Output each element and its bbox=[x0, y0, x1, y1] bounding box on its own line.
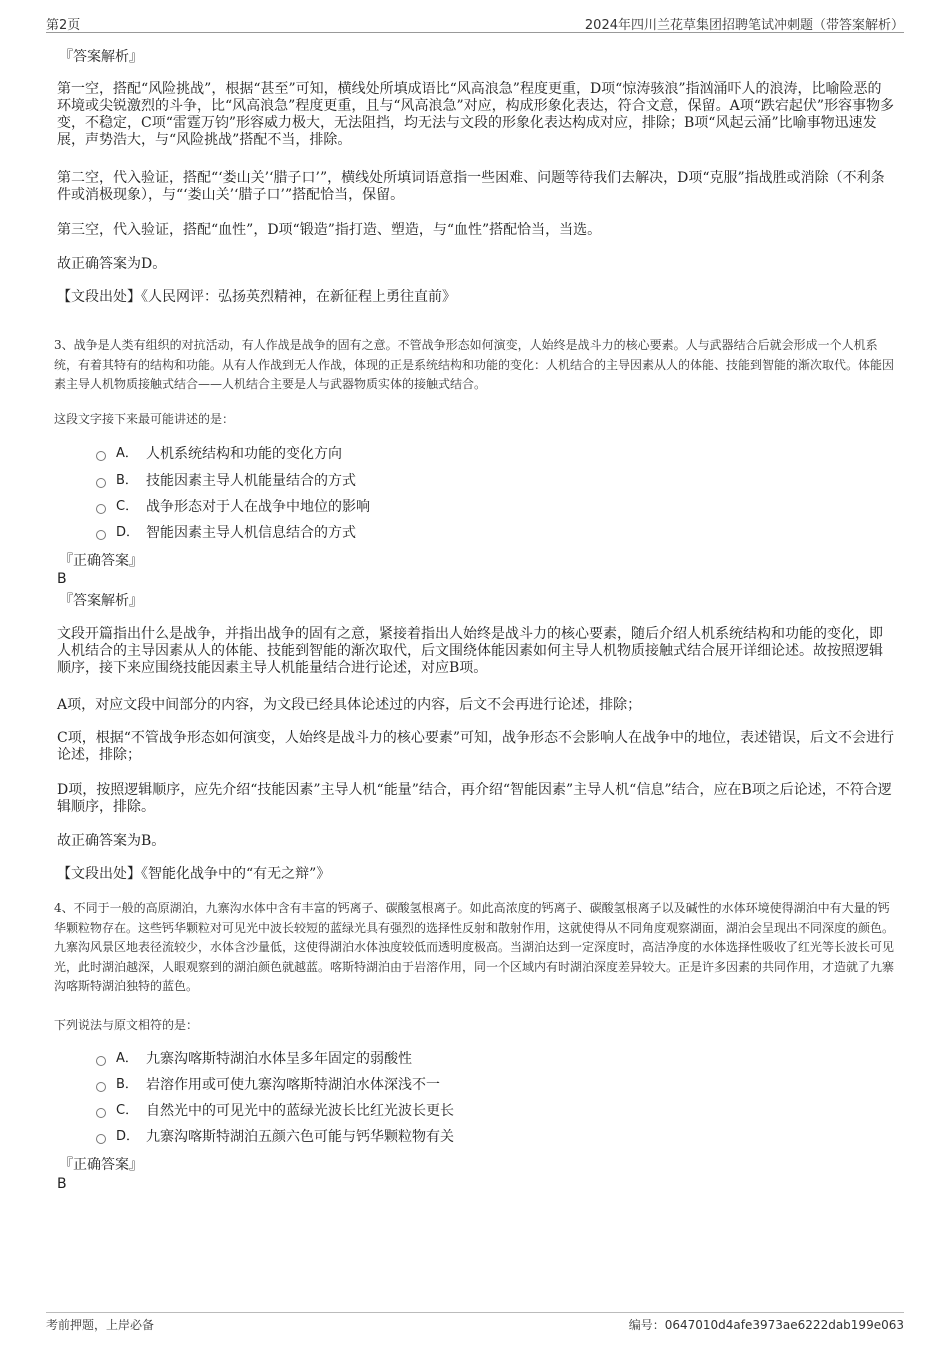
correct-answer: B bbox=[57, 571, 67, 587]
option-letter: D． bbox=[116, 1129, 140, 1144]
analysis-paragraph: 第二空，代入验证，搭配“‘娄山关’‘腊子口’”，横线处所填词语意指一些困难、问题等待我们去解决，D项“克服”指战胜或消除（不利条件或消极现象），与“‘娄山关’‘腊子口’”搭配恰当，保留。 bbox=[57, 170, 885, 203]
analysis-paragraph: A项，对应文段中间部分的内容，为文段已经具体论述过的内容，后文不会再进行论述，排除； bbox=[57, 697, 642, 713]
document-code: 编号：0647010d4afe3973ae6222dab199e063 bbox=[628, 1318, 904, 1332]
document-title: 2024年四川兰花草集团招聘笔试冲刺题（带答案解析） bbox=[584, 18, 904, 33]
analysis-label: 『答案解析』 bbox=[59, 49, 143, 65]
question-4-prompt: 下列说法与原文相符的是： bbox=[54, 1018, 199, 1032]
option-letter: A． bbox=[116, 446, 138, 461]
correct-answer: B bbox=[57, 1176, 67, 1192]
option-text: 人机系统结构和功能的变化方向 bbox=[146, 446, 342, 462]
question-3-option-d[interactable] bbox=[96, 523, 356, 543]
analysis-paragraph: 第一空，搭配“风险挑战”，根据“甚至”可知，横线处所填成语比“风高浪急”程度更重，D项“惊涛骇浪”指汹涌吓人的浪涛，比喻险恶的环境或尖锐激烈的斗争，比“风高浪急”程度更重，且与“风高浪急”对应，构成形象化表达，符合文意，保留。A项“跌宕起伏”形容事物多变，不稳定，C项“雷霆万钧”形容威力极大，无法阻挡，均无法与文段的形象化表达构成对应，排除；B项“风起云涌”比喻事物迅速发展，声势浩大，与“风险挑战”搭配不当，排除。 bbox=[57, 81, 895, 148]
option-text: 战争形态对于人在战争中地位的影响 bbox=[146, 499, 370, 515]
question-4-option-b[interactable] bbox=[96, 1075, 440, 1095]
radio-button-icon[interactable] bbox=[96, 1082, 106, 1092]
option-letter: C． bbox=[116, 1103, 139, 1118]
radio-button-icon[interactable] bbox=[96, 1134, 106, 1144]
radio-button-icon[interactable] bbox=[96, 530, 106, 540]
radio-button-icon[interactable] bbox=[96, 1056, 106, 1066]
radio-button-icon[interactable] bbox=[96, 478, 106, 488]
source-citation: 【文段出处】《智能化战争中的“有无之辩”》 bbox=[57, 866, 331, 882]
radio-button-icon[interactable] bbox=[96, 451, 106, 461]
question-4-option-d[interactable] bbox=[96, 1127, 454, 1147]
option-letter: C． bbox=[116, 499, 139, 514]
analysis-conclusion: 故正确答案为B。 bbox=[57, 833, 166, 849]
question-4-option-a[interactable] bbox=[96, 1049, 412, 1069]
radio-button-icon[interactable] bbox=[96, 504, 106, 514]
option-letter: B． bbox=[116, 473, 138, 488]
option-text: 技能因素主导人机能量结合的方式 bbox=[146, 473, 356, 489]
correct-answer-label: 『正确答案』 bbox=[59, 553, 143, 569]
option-letter: D． bbox=[116, 525, 140, 540]
correct-answer-label: 『正确答案』 bbox=[59, 1157, 143, 1173]
question-4-stem: 4、不同于一般的高原湖泊，九寨沟水体中含有丰富的钙离子、碳酸氢根离子。如此高浓度的钙离子、碳酸氢根离子以及碱性的水体环境使得湖泊中有大量的钙华颗粒物存在。这些钙华颗粒对可见光中波长较短的蓝绿光具有强烈的选择性反射和散射作用，这就使得从不同角度观察湖面，湖泊会呈现出不同深度的颜色。九寨沟风景区地表径流较少，水体含沙量低，这使得湖泊水体浊度较低而透明度极高。当湖泊达到一定深度时，高洁净度的水体选择性吸收了红光等长波长可见光，此时湖泊越深，人眼观察到的湖泊颜色就越蓝。喀斯特湖泊由于岩溶作用，同一个区域内有时湖泊深度差异较大。正是许多因素的共同作用，才造就了九寨沟喀斯特湖泊独特的蓝色。 bbox=[54, 901, 895, 993]
option-text: 九寨沟喀斯特湖泊五颜六色可能与钙华颗粒物有关 bbox=[146, 1129, 454, 1145]
option-text: 九寨沟喀斯特湖泊水体呈多年固定的弱酸性 bbox=[146, 1051, 412, 1067]
question-3-prompt: 这段文字接下来最可能讲述的是： bbox=[54, 412, 235, 426]
source-citation: 【文段出处】《人民网评：弘扬英烈精神，在新征程上勇往直前》 bbox=[57, 289, 456, 305]
option-text: 智能因素主导人机信息结合的方式 bbox=[146, 525, 356, 541]
page-number: 第2页 bbox=[46, 18, 81, 33]
question-4-option-c[interactable] bbox=[96, 1101, 454, 1121]
analysis-paragraph: 文段开篇指出什么是战争，并指出战争的固有之意，紧接着指出人始终是战斗力的核心要素，随后介绍人机系统结构和功能的变化，即人机结合的主导因素从人的体能、技能到智能的渐次取代，后文围绕体能因素如何主导人机物质接触式结合展开详细论述。故按照逻辑顺序，接下来应围绕技能因素主导人机能量结合进行论述，对应B项。 bbox=[57, 626, 883, 676]
question-3-option-b[interactable] bbox=[96, 471, 356, 491]
question-3-stem: 3、战争是人类有组织的对抗活动，有人作战是战争的固有之意。不管战争形态如何演变，人始终是战斗力的核心要素。人与武器结合后就会形成一个人机系统，有着其特有的结构和功能。从有人作战到无人作战，体现的正是系统结构和功能的变化：人机结合的主导因素从人的体能、技能到智能的渐次取代。体能因素主导人机物质接触式结合——人机结合主要是人与武器物质实体的接触式结合。 bbox=[54, 338, 895, 391]
option-letter: B． bbox=[116, 1077, 138, 1092]
question-3-option-a[interactable] bbox=[96, 444, 342, 464]
page-header bbox=[46, 12, 904, 33]
footer-slogan: 考前押题，上岸必备 bbox=[46, 1318, 155, 1332]
option-text: 岩溶作用或可使九寨沟喀斯特湖泊水体深浅不一 bbox=[146, 1077, 440, 1093]
analysis-label: 『答案解析』 bbox=[59, 593, 143, 609]
question-3-option-c[interactable] bbox=[96, 497, 370, 517]
option-text: 自然光中的可见光中的蓝绿光波长比红光波长更长 bbox=[146, 1103, 454, 1119]
option-letter: A． bbox=[116, 1051, 138, 1066]
analysis-paragraph: D项，按照逻辑顺序，应先介绍“技能因素”主导人机“能量”结合，再介绍“智能因素”主导人机“信息”结合，应在B项之后论述，不符合逻辑顺序，排除。 bbox=[57, 782, 892, 815]
page-footer bbox=[46, 1312, 904, 1335]
analysis-paragraph: 第三空，代入验证，搭配“血性”，D项“锻造”指打造、塑造，与“血性”搭配恰当，当选。 bbox=[57, 222, 602, 238]
analysis-paragraph: C项，根据“不管战争形态如何演变，人始终是战斗力的核心要素”可知，战争形态不会影响人在战争中的地位，表述错误，后文不会进行论述，排除； bbox=[57, 730, 895, 763]
analysis-conclusion: 故正确答案为D。 bbox=[57, 256, 167, 272]
radio-button-icon[interactable] bbox=[96, 1108, 106, 1118]
